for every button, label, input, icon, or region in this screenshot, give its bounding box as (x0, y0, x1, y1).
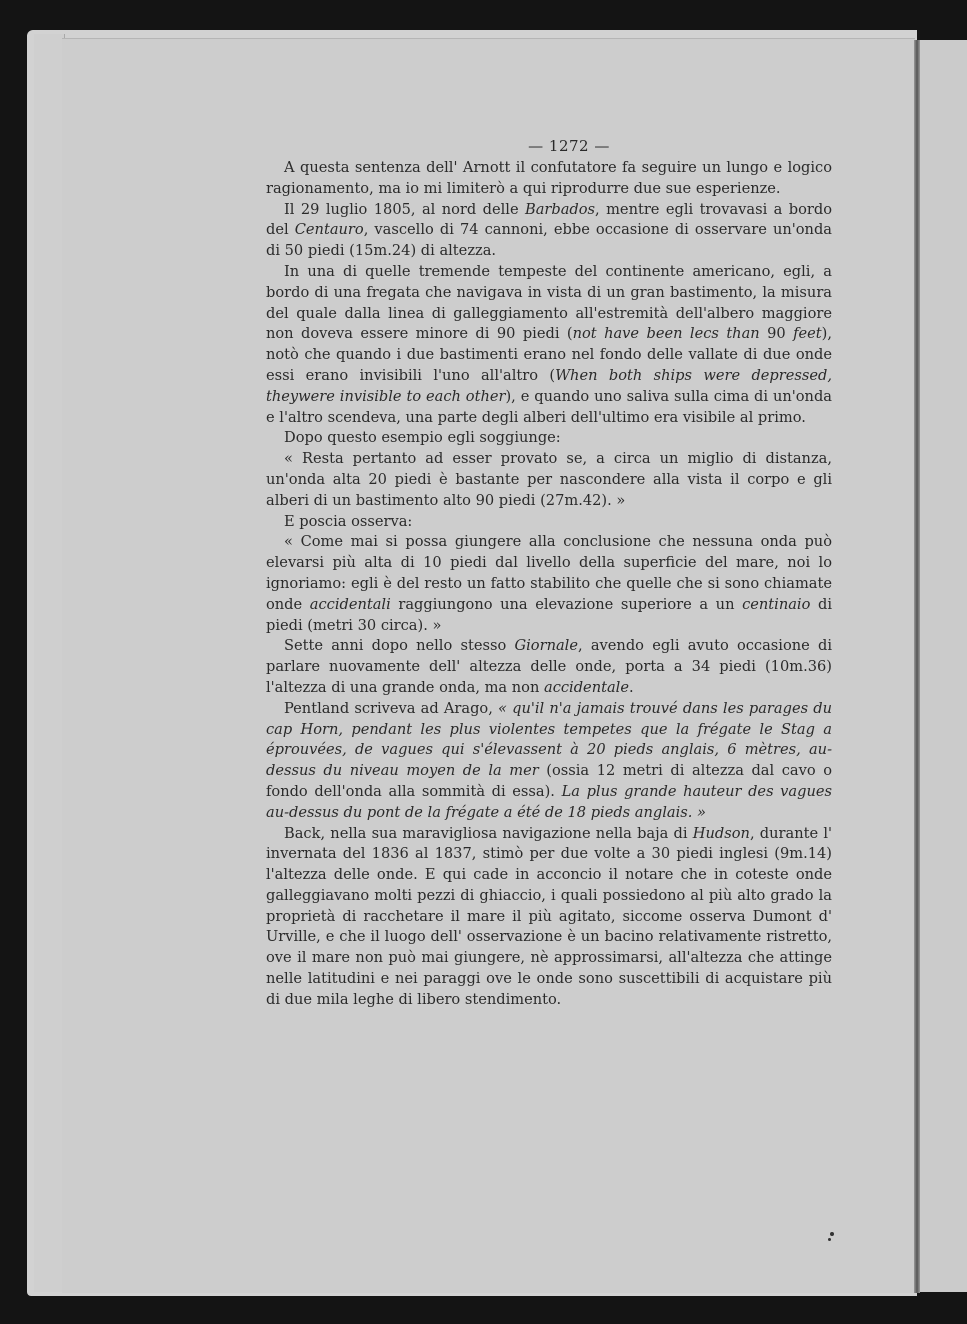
paragraph (266, 824, 832, 1011)
italic-text: Centauro (294, 221, 364, 239)
italic-text: La plus grande hauteur des vagues au-dessus du pont de la frégate a été de 18 pieds anglais. » (266, 782, 832, 821)
italic-text: When both ships were depressed, theywere invisible to each other (266, 366, 832, 405)
text-run: raggiungono una elevazione superiore a un (390, 595, 743, 613)
text-run: (ossia 12 metri di altezza dal cavo o fondo dell'onda alla sommità di essa). (266, 762, 832, 800)
paragraph (266, 699, 832, 824)
paragraphs (266, 158, 832, 1011)
paragraph (266, 636, 832, 698)
italic-text: Barbados (524, 200, 596, 218)
italic-text: centinaio (742, 595, 811, 613)
text-run: E poscia osserva: (284, 512, 413, 530)
text-run: In una di quelle tremende tempeste del continente americano, egli, a bordo di una fregata che navigava in vista di un gran bastimento, la misura del quale dalla linea di galleggiamento all'estremità dell'albero maggiore non doveva essere minore di 90 piedi ( (266, 262, 832, 343)
ink-speck (828, 1238, 831, 1241)
page-text (266, 136, 832, 1011)
text-run: « Come mai si possa giungere alla conclusione che nessuna onda può elevarsi più alta di 10 piedi dal livello della superficie del mare, noi lo ignoriamo: egli è del resto un fatto stabilito che quelle che si sono chiamate onde (266, 533, 832, 613)
paragraph (266, 200, 832, 262)
italic-text: « qu'il n'a jamais trouvé dans les parages du cap Horn, pendant les plus violentes tempetes que la frégate le Stag a éprouvées, de vagues qui s'élevassent à 20 pieds anglais, 6 mètres, au-dessus du niveau moyen de la mer (266, 699, 832, 780)
ink-speck (830, 1232, 834, 1236)
text-run: Dopo questo esempio egli soggiunge: (284, 429, 561, 447)
paragraph (266, 532, 832, 636)
paragraph (266, 262, 832, 428)
paragraph (266, 428, 832, 449)
text-run: Back, nella sua maravigliosa navigazione nella baja di (284, 824, 693, 842)
italic-text: accidentali (309, 595, 391, 613)
text-run: , vascello di 74 cannoni, ebbe occasione di osservare un'onda di 50 piedi (15m.24) di altezza. (266, 221, 833, 260)
text-run: ), notò che quando i due bastimenti erano nel fondo delle vallate di due onde essi erano invisibili l'uno all'altro ( (266, 325, 832, 384)
italic-text: accidentale (544, 678, 629, 696)
page-edges (34, 34, 65, 1292)
text-run: 90 (759, 325, 794, 343)
text-run: A questa sentenza dell' Arnott il confutatore fa seguire un lungo e logico ragionamento, ma io mi limiterò a qui riprodurre due sue esperienze. (266, 159, 832, 197)
paragraph (266, 449, 832, 511)
italic-text: feet (793, 325, 822, 343)
paragraph (266, 512, 832, 533)
text-run: Pentland scriveva ad Arago, (284, 699, 499, 717)
paragraph (266, 158, 832, 200)
text-run: , mentre egli trovavasi a bordo del (266, 200, 832, 239)
text-run: Il 29 luglio 1805, al nord delle (284, 200, 525, 218)
italic-text: Hudson (692, 824, 750, 842)
text-run: ), e quando uno saliva sulla cima di un'onda e l'altro scendeva, una parte degli alberi dell'ultimo era visibile al primo. (266, 387, 832, 426)
text-run: , avendo egli avuto occasione di parlare nuovamente dell' altezza delle onde, porta a 34 piedi (10m.36) l'altezza di una grande onda, ma non (266, 637, 833, 696)
text-run: . (628, 678, 634, 696)
page-number: — 1272 — (528, 137, 610, 155)
text-run: Sette anni dopo nello stesso (284, 637, 515, 655)
italic-text: Giornale (514, 637, 578, 655)
text-run: di piedi (metri 30 circa). » (266, 595, 832, 634)
text-run: « Resta pertanto ad esser provato se, a circa un miglio di distanza, un'onda alta 20 piedi è bastante per nascondere alla vista il corpo e gli alberi di un bastimento alto 90 piedi (27m.42). » (266, 450, 832, 509)
next-page-edge (920, 40, 967, 1292)
text-run: , durante l' invernata del 1836 al 1837, stimò per due volte a 30 piedi inglesi (9m.14) l'altezza delle onde. E qui cade in acconcio il notare che in coteste onde galleggiavano molti pezzi di ghiaccio, i quali possiedono al più alto grado la proprietà di racchetare il mare il più agitato, siccome osserva Dumont d' Urville, e che il luogo dell' osservazione è un bacino relativamente ristretto, ove il mare non può mai giungere, nè approssimarsi, all'altezza che attinge nelle latitudini e nei paraggi ove le onde sono suscettibili di acquistare più di due mila leghe di libero stendimento. (266, 824, 832, 1008)
italic-text: not have been lecs than (572, 325, 760, 343)
